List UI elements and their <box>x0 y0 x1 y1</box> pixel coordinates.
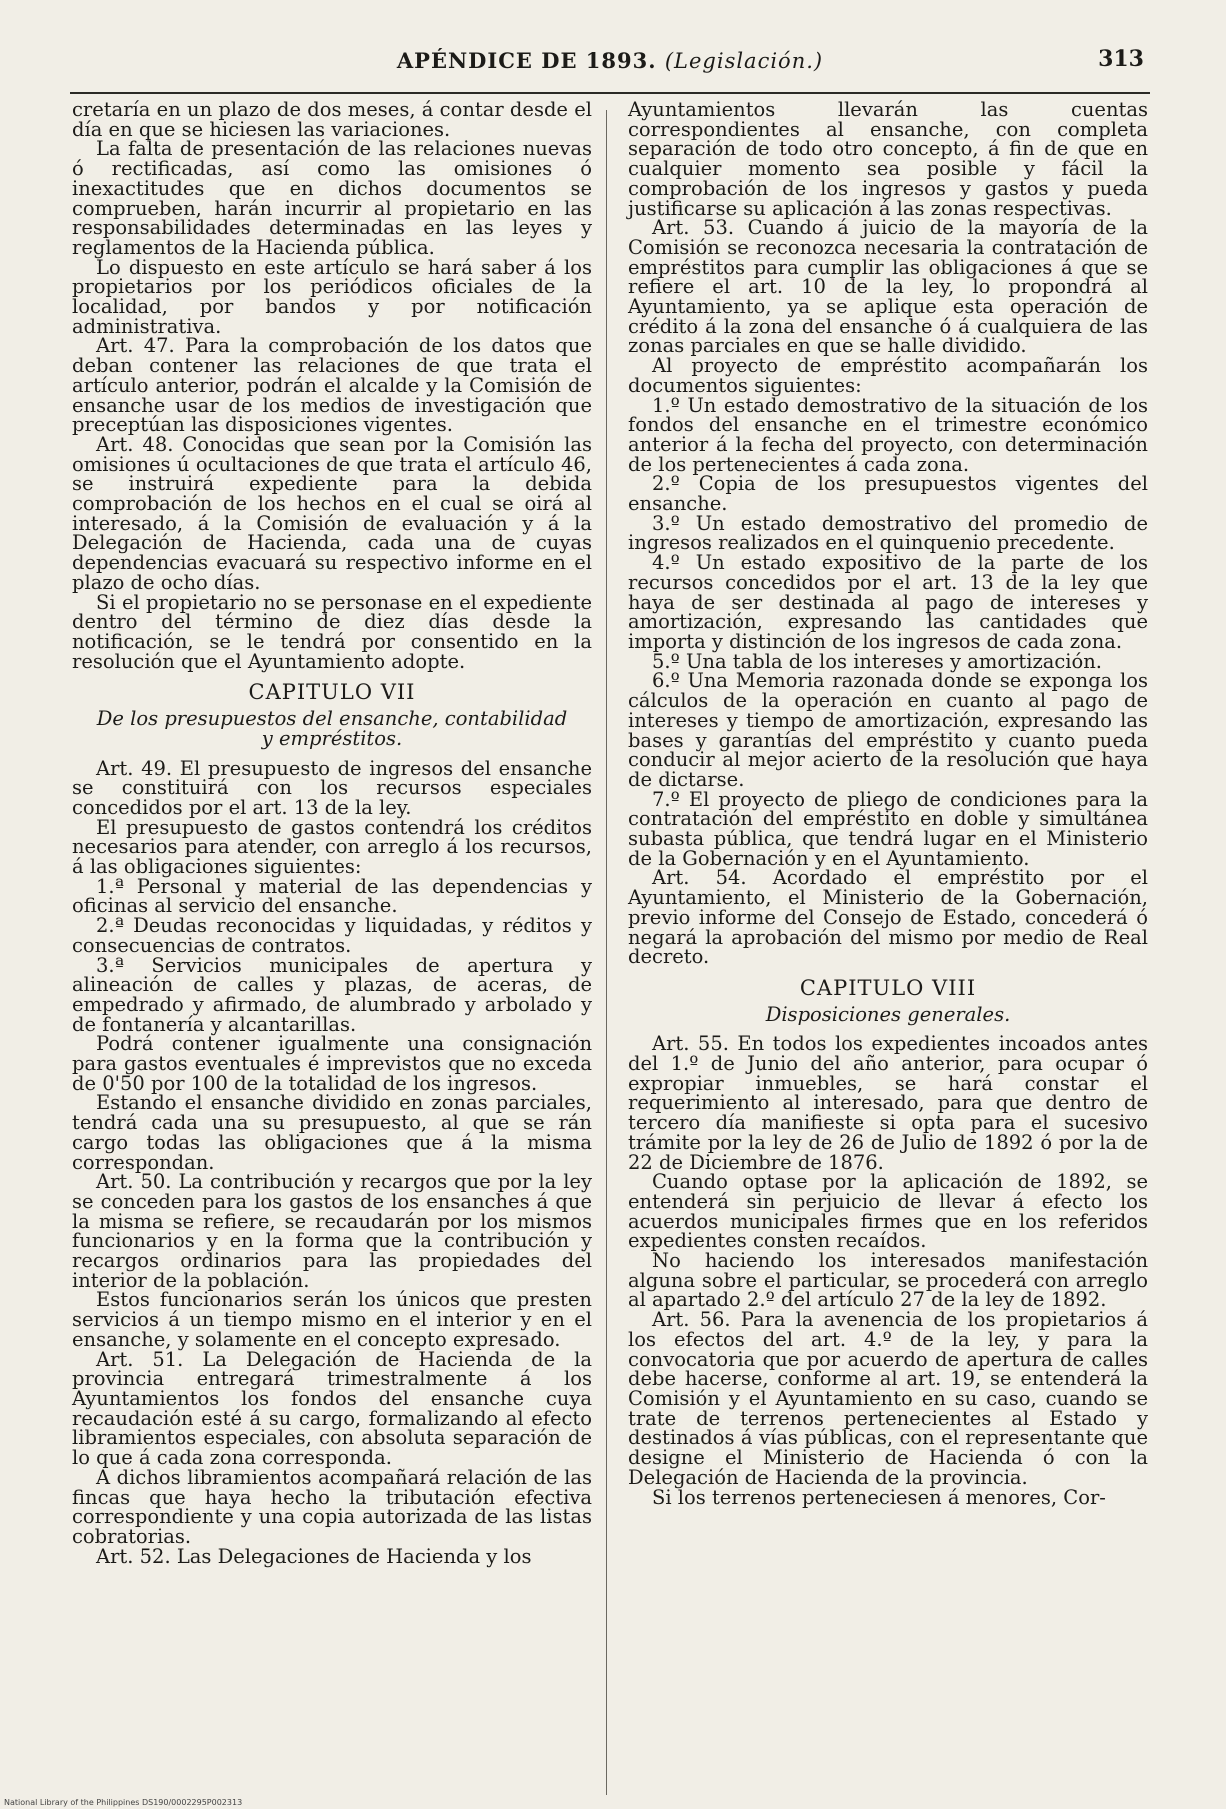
header-rule <box>70 92 1150 94</box>
left-column <box>72 100 592 1566</box>
page-number: 313 <box>1098 46 1144 72</box>
right-column <box>628 100 1148 1507</box>
paragraph: Art. 47. Para la comprobación de los datos que deban contener las relaciones de que trata el artículo anterior, podrán el alcalde y la Comisión de ensanche usar de los medios de investigación que preceptúan las disposiciones vigentes. <box>72 334 592 437</box>
paragraph: Art. 50. La contribución y recargos que por la ley se conceden para los gastos de los ensanches á que la misma se refiere, se recaudarán por los mismos funcionarios y en la forma que la contribución y recargos ordinarios para las propiedades del interior de la población. <box>72 1170 592 1292</box>
paragraph: 4.º Un estado expositivo de la parte de los recursos concedidos por el art. 13 de la ley que haya de ser destinada al pago de intereses y amortización, expresando las cantidades que importa y distinción de los ingresos de cada zona. <box>628 551 1148 653</box>
paragraph: Art. 51. La Delegación de Hacienda de la provincia entregará trimestralmente á los Ayuntamientos los fondos del ensanche cuya recaudación esté á su cargo, formalizando al efecto libramientos especiales, con absoluta separación de lo que á cada zona corresponda. <box>72 1347 592 1470</box>
running-title-italic: (Legislación.) <box>664 49 824 73</box>
paragraph: No haciendo los interesados manifestación alguna sobre el particular, se procederá con arreglo al apartado 2.º del artículo 27 de la ley de 1892. <box>628 1249 1148 1312</box>
chapter-subtitle: De los presupuestos del ensanche, contabilidad y empréstitos. <box>96 707 568 750</box>
paragraph: 1.º Un estado demostrativo de la situación de los fondos del ensanche en el trimestre económico anterior á la fecha del proyecto, con determinación de los pertenecientes á cada zona. <box>628 393 1148 476</box>
paragraph: Art. 53. Cuando á juicio de la mayoría de la Comisión se reconozca necesaria la contratación de empréstitos para cumplir las obligaciones á que se refiere el art. 10 de la ley, lo propondrá al Ayuntamiento, ya se aplique esta operación de crédito á la zona del ensanche ó á cualquiera de las zonas parciales en que se halle dividido. <box>628 216 1148 358</box>
column-divider <box>606 110 607 1795</box>
paragraph: Art. 48. Conocidas que sean por la Comisión las omisiones ú ocultaciones de que trata el artículo 46, se instruirá expediente para la debida comprobación de los hechos en el cual se oirá al interesado, á la Comisión de evaluación y á la Delegación de Hacienda, cada una de cuyas dependencias evacuará su respectivo informe en el plazo de ocho días. <box>72 432 592 594</box>
paragraph: Podrá contener igualmente una consignación para gastos eventuales é imprevistos que no exceda de 0'50 por 100 de la totalidad de los ingresos. <box>72 1032 592 1095</box>
paragraph: 5.º Una tabla de los intereses y amortización. <box>652 649 1103 673</box>
paragraph: Cuando optase por la aplicación de 1892, se entenderá sin perjuicio de llevar á efecto los acuerdos municipales firmes que en los referidos expedientes consten recaídos. <box>628 1170 1148 1253</box>
paragraph: El presupuesto de gastos contendrá los créditos necesarios para atender, con arreglo á los recursos, á las obligaciones siguientes: <box>72 815 592 879</box>
running-title-main: APÉNDICE DE 1893. <box>396 48 657 73</box>
paragraph: Art. 56. Para la avenencia de los propietarios á los efectos del art. 4.º de la ley, y para la convocatoria que por acuerdo de apertura de calles debe hacerse, conforme al art. 19, se entenderá la Comisión y el Ayuntamiento en su caso, cuando se trate de terrenos pertenecientes al Estado y destinados á vías públicas, con el representante que designe el Ministerio de Hacienda ó con la Delegación de Hacienda de la provincia. <box>628 1308 1148 1489</box>
running-title <box>70 48 1150 73</box>
paragraph: Al proyecto de empréstito acompañarán los documentos siguientes: <box>628 354 1148 397</box>
continued-paragraph: Ayuntamientos llevarán las cuentas correspondientes al ensanche, con completa separación de todo otro concepto, á fin de que en cualquier momento sea posible y fácil la comprobación de los ingresos y gastos y pueda justificarse su aplicación á las zonas respectivas. <box>628 98 1148 220</box>
chapter-heading: CAPITULO VII <box>248 680 416 705</box>
paragraph: Art. 54. Acordado el empréstito por el Ayuntamiento, el Ministerio de la Gobernación, previo informe del Consejo de Estado, concederá ó negará la aprobación del mismo por medio de Real decreto. <box>628 866 1148 969</box>
paragraph: 2.ª Deudas reconocidas y liquidadas, y réditos y consecuencias de contratos. <box>72 914 592 957</box>
paragraph: Art. 52. Las Delegaciones de Hacienda y los <box>96 1544 532 1568</box>
paragraph: Estos funcionarios serán los únicos que presten servicios á un tiempo mismo en el interior y en el ensanche, y solamente en el concepto expresado. <box>72 1288 592 1351</box>
paragraph: Si el propietario no se personase en el expediente dentro del término de diez días desde la notificación, se le tendrá por consentido en la resolución que el Ayuntamiento adopte. <box>72 590 592 673</box>
page-header <box>70 38 1150 84</box>
paragraph: 3.º Un estado demostrativo del promedio de ingresos realizados en el quinquenio precedente. <box>628 511 1148 555</box>
chapter-heading: CAPITULO VIII <box>799 975 977 1000</box>
paragraph: 2.º Copia de los presupuestos vigentes del ensanche. <box>628 472 1148 516</box>
paragraph: Art. 49. El presupuesto de ingresos del ensanche se constituirá con los recursos especiales concedidos por el art. 13 de la ley. <box>72 756 592 819</box>
chapter-subtitle: Disposiciones generales. <box>765 1002 1011 1026</box>
paragraph: A dichos libramientos acompañará relación de las fincas que haya hecho la tributación efectiva correspondiente y una copia autorizada de las listas cobratorias. <box>72 1465 592 1548</box>
paragraph: 6.º Una Memoria razonada donde se exponga los cálculos de la operación en cuanto al pago de intereses y tiempo de amortización, expresando las bases y garantías del empréstito y cuanto pueda conducir al mejor acierto de la resolución que haya de dictarse. <box>628 669 1148 791</box>
paragraph: Lo dispuesto en este artículo se hará saber á los propietarios por los periódicos oficiales de la localidad, por bandos y por notificación administrativa. <box>72 255 592 338</box>
paragraph: Si los terrenos perteneciesen á menores, Cor- <box>652 1485 1106 1509</box>
footer-note: National Library of the Philippines DS190/0002295P002313 <box>4 1798 243 1807</box>
continued-paragraph: cretaría en un plazo de dos meses, á contar desde el día en que se hiciesen las variaciones. <box>72 98 592 141</box>
paragraph: Art. 55. En todos los expedientes incoados antes del 1.º de Junio del año anterior, para ocupar ó expropiar inmuebles, se hará constar el requerimiento al interesado, para que dentro de tercero día manifieste si opta para el sucesivo trámite por la ley de 26 de Julio de 1892 ó por la de 22 de Diciembre de 1876. <box>628 1032 1148 1174</box>
paragraph: 7.º El proyecto de pliego de condiciones para la contratación del empréstito en doble y simultánea subasta pública, que tendrá lugar en el Ministerio de la Gobernación y en el Ayuntamiento. <box>628 787 1148 870</box>
paragraph: 3.ª Servicios municipales de apertura y alineación de calles y plazas, de aceras, de empedrado y afirmado, de alumbrado y arbolado y de fontanería y alcantarillas. <box>72 953 592 1036</box>
paragraph: La falta de presentación de las relaciones nuevas ó rectificadas, así como las omisiones ó inexactitudes que en dichos documentos se comprueben, harán incurrir al propietario en las responsabilidades determinadas en las leyes y reglamentos de la Hacienda pública. <box>72 137 592 259</box>
paragraph: 1.ª Personal y material de las dependencias y oficinas al servicio del ensanche. <box>72 874 592 918</box>
paragraph: Estando el ensanche dividido en zonas parciales, tendrá cada una su presupuesto, al que se rán cargo todas las obligaciones que á la misma correspondan. <box>72 1091 592 1174</box>
